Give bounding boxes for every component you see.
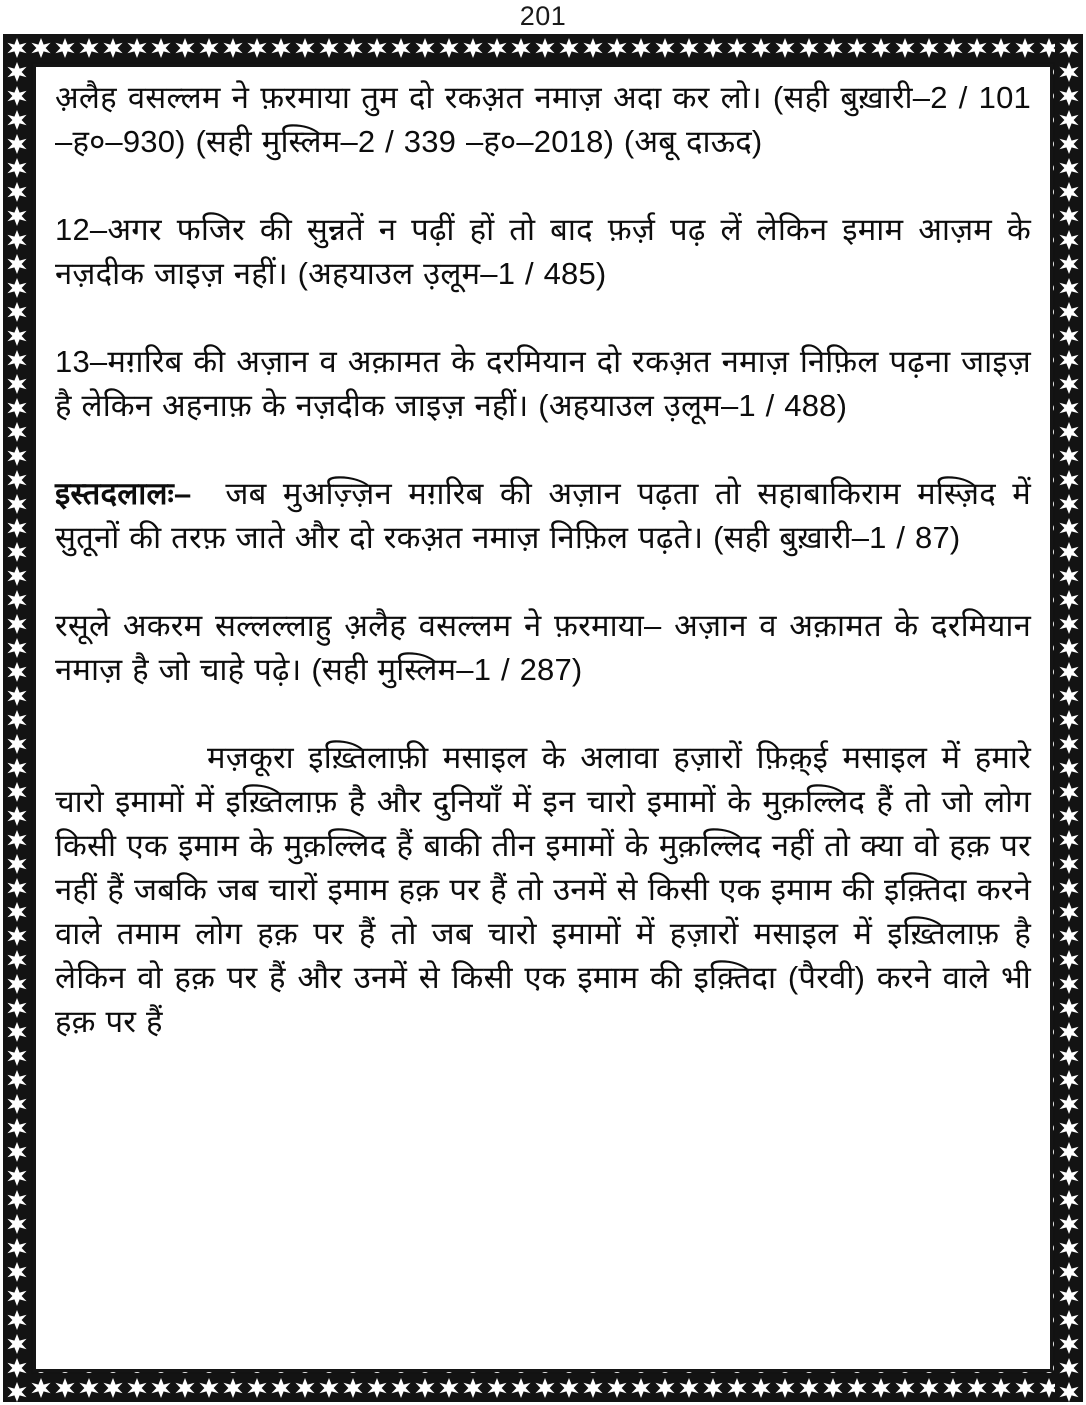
paragraph-gap bbox=[55, 164, 1031, 208]
star-motif-icon bbox=[3, 34, 31, 1402]
border-band-left bbox=[3, 34, 31, 1402]
border-band-top bbox=[3, 34, 1083, 62]
istadlal-label: इस्तदलालः– bbox=[55, 476, 192, 511]
border-band-right bbox=[1055, 34, 1083, 1402]
paragraph-gap bbox=[55, 560, 1031, 604]
paragraph-gap bbox=[55, 428, 1031, 472]
text-area bbox=[39, 70, 1047, 1366]
border-band-bottom bbox=[3, 1374, 1083, 1402]
paragraph-istadlal bbox=[55, 472, 1031, 560]
istadlal-text: जब मुअज़्ज़िन मग़रिब की अज़ान पढ़ता तो सहाबाकिराम मस्ज़िद में सुतूनों की तरफ़ जाते और दो रकअ़त नमाज़ निफ़िल पढ़ते। (सही बुख़ारी–1 / 87) bbox=[55, 476, 1031, 555]
paragraph-hadith-continuation: अ़लैह वसल्लम ने फ़रमाया तुम दो रकअ़त नमाज़ अदा कर लो। (सही बुख़ारी–2 / 101 –ह०–930) (सही मुस्लिम–2 / 339 –ह०–2018) (अबू दाऊद) bbox=[55, 80, 1031, 159]
star-motif-icon bbox=[3, 1374, 1083, 1402]
document-body bbox=[55, 76, 1031, 1044]
paragraph-gap bbox=[55, 692, 1031, 736]
page-number: 201 bbox=[519, 1, 567, 31]
star-motif-icon bbox=[3, 34, 1083, 62]
paragraph-gap bbox=[55, 296, 1031, 340]
paragraph-12: 12–अगर फजिर की सुन्नतें न पढ़ीं हों तो बाद फ़र्ज़ पढ़ लें लेकिन इमाम आज़म के नज़दीक जाइज़ नहीं। (अहयाउल उ़लूम–1 / 485) bbox=[55, 212, 1031, 291]
paragraph-13: 13–मग़रिब की अज़ान व अक़ामत के दरमियान दो रकअ़त नमाज़ निफ़िल पढ़ना जाइज़ है लेकिन अहनाफ़ के नज़दीक जाइज़ नहीं। (अहयाउल उ़लूम–1 / 488) bbox=[55, 344, 1031, 423]
paragraph-conclusion: मज़कूरा इख़्तिलाफ़ी मसाइल के अलावा हज़ारों फ़िक़्ई मसाइल में हमारे चारो इमामों में इख़्तिलाफ़ है और दुनियाँ में इन चारो इमामों के मुक़ल्लिद हैं तो जो लोग किसी एक इमाम के मुक़ल्लिद हैं बाकी तीन इमामों के मुक़ल्लिद नहीं तो क्या वो हक़ पर नहीं हैं जबकि जब चारों इमाम हक़ पर हैं तो उनमें से किसी एक इमाम की इक़्तिदा करने वाले तमाम लोग हक़ पर हैं तो जब चारो इमामों में हज़ारों मसाइल में इख़्तिलाफ़ है लेकिन वो हक़ पर हैं और उनमें से किसी एक इमाम की इक़्तिदा (पैरवी) करने वाले भी हक़ पर हैं bbox=[55, 740, 1031, 1039]
star-motif-icon bbox=[1055, 34, 1083, 1402]
paragraph-rasool: रसूले अकरम सल्लल्लाहु अ़लैह वसल्लम ने फ़रमाया– अज़ान व अक़ामत के दरमियान नमाज़ है जो चाहे पढ़े। (सही मुस्लिम–1 / 287) bbox=[55, 608, 1031, 687]
